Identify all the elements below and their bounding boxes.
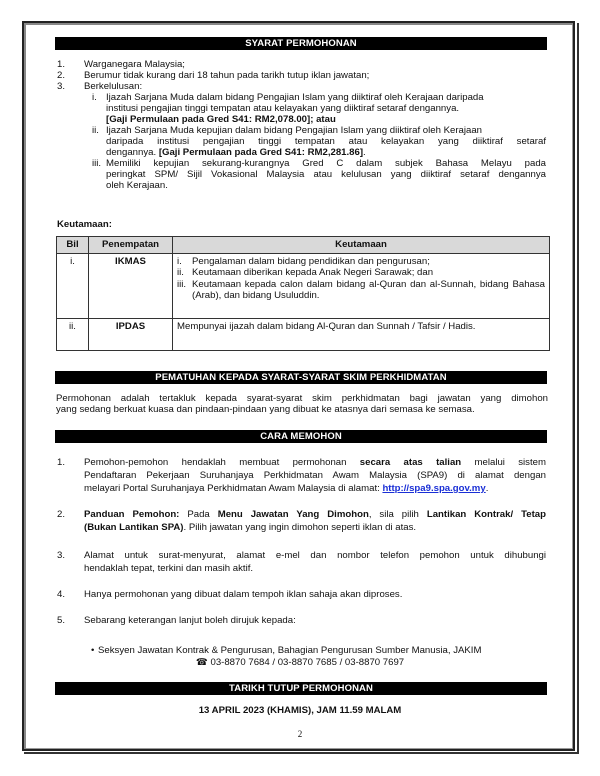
cell-bil: i. [57, 253, 89, 318]
emphasis-online: secara atas talian [359, 457, 462, 468]
section-header-pematuhan: PEMATUHAN KEPADA SYARAT-SYARAT SKIM PERKHIDMATAN [55, 371, 547, 384]
spa9-portal-link[interactable]: http://spa9.spa.gov.my [382, 483, 486, 494]
phone-icon: ☎ [195, 657, 208, 668]
priority-point [177, 256, 545, 268]
point-text: Keutamaan diberikan kepada Anak Negeri Sarawak; dan [192, 267, 434, 278]
point-number: ii. [177, 267, 184, 278]
cara-item-3-line: Alamat untuk surat-menyurat, alamat e-mel dan nombor telefon pemohon untuk dihubungi [84, 550, 546, 561]
text: Pemohon-pemohon hendaklah membuat permohonan [84, 457, 360, 468]
subitem-degree-text [106, 92, 546, 103]
item-number: 3. [57, 550, 66, 561]
item-number: 5. [57, 615, 66, 626]
item-number: 2. [57, 70, 66, 81]
section-header-cara-memohon: CARA MEMOHON [55, 430, 547, 443]
contact-phones: 03-8870 7684 / 03-8870 7685 / 03-8870 7697 [210, 657, 405, 668]
point-number: i. [177, 255, 182, 267]
section-header-tarikh-tutup: TARIKH TUTUP PERMOHONAN [55, 682, 547, 695]
subitem-line: Memiliki kepujian sekurang-kurangnya Gred C dalam subjek Bahasa Melayu pada [106, 158, 546, 169]
text: melayari Portal Suruhanjaya Perkhidmatan Awam Malaysia di alamat: [84, 483, 383, 494]
cell-bil: ii. [57, 318, 89, 350]
subitem-line: institusi pengajian tinggi tempatan atau kelayakan yang diiktiraf setaraf dengannya. [106, 103, 460, 114]
point-number: iii. [177, 278, 187, 290]
subitem-line [106, 147, 366, 158]
cara-item-2-line [84, 522, 416, 533]
text: . Pilih jawatan yang ingin dimohon seperti iklan di atas. [183, 522, 417, 533]
subitem-line: oleh Kerajaan. [106, 180, 168, 191]
contact-organization: Seksyen Jawatan Kontrak & Pengurusan, Bahagian Pengurusan Sumber Manusia, JAKIM [98, 645, 482, 656]
option-name: Lantikan Kontrak/ Tetap [426, 509, 546, 520]
text: Pada [179, 509, 218, 520]
text: dengannya. [106, 147, 159, 158]
point-text: Keutamaan kepada calon dalam bidang al-Quran dan al-Sunnah, bidang Bahasa (Arab), dan bidang Usuluddin. [192, 278, 545, 301]
closing-date: 13 APRIL 2023 (KHAMIS), JAM 11.59 MALAM [198, 705, 402, 716]
bullet-icon: • [91, 645, 95, 656]
subitem-number: ii. [92, 125, 99, 136]
requirement-age: Berumur tidak kurang dari 18 tahun pada tarikh tutup iklan jawatan; [84, 70, 370, 81]
pematuhan-text-line: Permohonan adalah tertakluk kepada syarat-syarat skim perkhidmatan bagi jawatan yang dimohon [56, 393, 548, 404]
requirement-citizenship: Warganegara Malaysia; [84, 59, 185, 70]
cell-keutamaan: Mempunyai ijazah dalam bidang Al-Quran dan Sunnah / Tafsir / Hadis. [173, 318, 550, 350]
table-header-row [57, 237, 550, 254]
option-name: (Bukan Lantikan SPA) [84, 522, 184, 533]
priority-point [177, 267, 545, 279]
requirement-qualification: Berkelulusan: [84, 81, 143, 92]
table-row [57, 253, 550, 318]
text: , sila pilih [368, 509, 427, 520]
cell-penempatan: IKMAS [89, 253, 173, 318]
subitem-line: daripada institusi pengajian tinggi tempatan atau kelayakan yang diiktiraf setaraf [106, 136, 546, 147]
pematuhan-text-line: yang sedang berkuat kuasa dan pindaan-pindaan yang dibuat ke atasnya dari semasa ke semasa. [56, 404, 475, 415]
section-header-syarat: SYARAT PERMOHONAN [55, 37, 547, 50]
subitem-line: Ijazah Sarjana Muda kepujian dalam bidang Pengajian Islam yang diiktiraf oleh Kerajaan [106, 125, 482, 136]
point-text: Pengalaman dalam bidang pendidikan dan pengurusan; [192, 255, 430, 267]
salary-note: [Gaji Permulaan pada Gred S41: RM2,078.00]; atau [106, 114, 336, 125]
cara-item-1-line [84, 483, 488, 494]
table-row [57, 318, 550, 350]
cara-item-4-text: Hanya permohonan yang dibuat dalam tempoh iklan sahaja akan diproses. [84, 589, 403, 600]
cara-item-2-line [84, 509, 546, 520]
cell-keutamaan [173, 253, 550, 318]
cara-item-1-line [84, 457, 546, 468]
item-number: 4. [57, 589, 66, 600]
subitem-line: peringkat SPM/ Sijil Vokasional Malaysia atau kelulusan yang diiktiraf setaraf dengannya [106, 169, 546, 180]
page-number: 2 [297, 729, 303, 739]
text: melalui sistem [461, 457, 546, 468]
guide-label: Panduan Pemohon: [84, 509, 180, 520]
item-number: 3. [57, 81, 66, 92]
cara-item-1-line: Pendaftaran Pekerjaan Suruhanjaya Perkhidmatan Awam Malaysia (SPA9) di alamat dengan [84, 470, 546, 481]
text: . [485, 483, 489, 494]
column-header-penempatan: Penempatan [89, 237, 173, 254]
keutamaan-label: Keutamaan: [57, 219, 112, 230]
subitem-number: iii. [92, 158, 102, 169]
contact-phones-line [0, 657, 600, 668]
item-number: 1. [57, 457, 66, 468]
keutamaan-table [56, 236, 550, 351]
column-header-bil: Bil [57, 237, 89, 254]
priority-point [177, 279, 545, 302]
item-number: 1. [57, 59, 66, 70]
subitem-line: Ijazah Sarjana Muda dalam bidang Pengajian Islam yang diiktiraf oleh Kerajaan daripada [106, 92, 484, 103]
cara-item-5-text: Sebarang keterangan lanjut boleh dirujuk kepada: [84, 615, 296, 626]
cara-item-3-line: hendaklah tepat, terkini dan masih aktif. [84, 563, 254, 574]
text: . [363, 147, 366, 158]
menu-name: Menu Jawatan Yang Dimohon [217, 509, 369, 520]
subitem-number: i. [92, 92, 97, 103]
salary-note: [Gaji Permulaan pada Gred S41: RM2,281.86] [158, 147, 364, 158]
cell-penempatan: IPDAS [89, 318, 173, 350]
item-number: 2. [57, 509, 66, 520]
column-header-keutamaan: Keutamaan [173, 237, 550, 254]
